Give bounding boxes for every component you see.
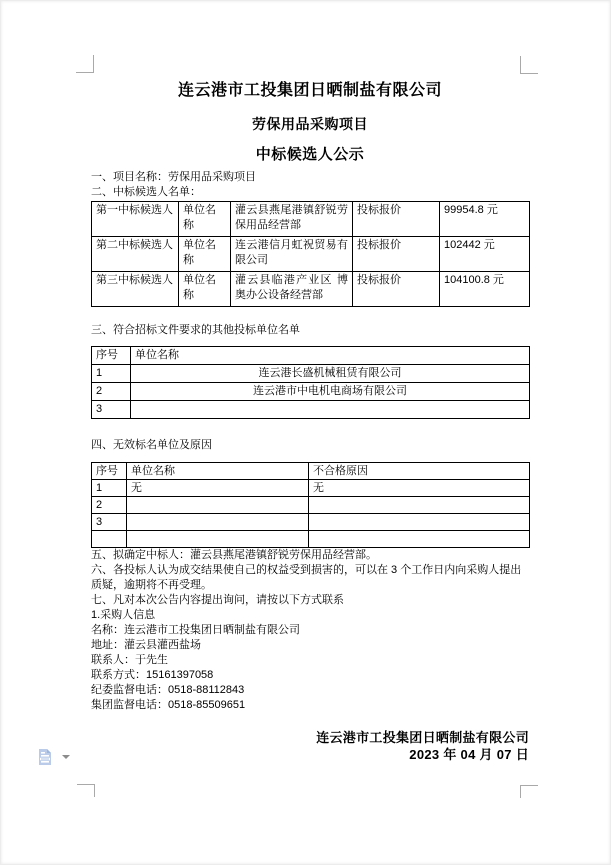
unit-name-cell	[131, 401, 530, 419]
section-inquiry: 七、凡对本次公告内容提出询问，请按以下方式联系	[91, 594, 344, 606]
unit-name-cell	[127, 497, 309, 514]
price-label-cell: 投标报价	[353, 272, 440, 307]
unit-label-cell: 单位名称	[179, 237, 231, 272]
section-invalid-bids: 四、无效标名单位及原因	[91, 439, 212, 451]
invalid-bids-table	[91, 462, 530, 548]
document-subtitle: 劳保用品采购项目	[252, 116, 368, 132]
unit-name-cell: 无	[127, 480, 309, 497]
candidate-rank-cell: 第一中标候选人	[92, 202, 179, 237]
closing-paragraphs	[91, 548, 529, 713]
table-row	[92, 383, 530, 401]
section-candidates-list: 二、中标候选人名单：	[91, 186, 201, 198]
purchaser-address: 地址：灌云县灌西盐场	[91, 639, 201, 651]
unit-label-cell: 单位名称	[179, 272, 231, 307]
price-value-cell: 102442 元	[440, 237, 530, 272]
table-row	[92, 480, 530, 497]
unit-header-cell: 单位名称	[127, 463, 309, 480]
seq-cell: 3	[92, 514, 127, 531]
table-header-row	[92, 463, 530, 480]
section-winner: 五、拟确定中标人：灌云县燕尾港镇舒锐劳保用品经营部。	[91, 549, 377, 561]
table-row	[92, 401, 530, 419]
candidate-rank-cell: 第三中标候选人	[92, 272, 179, 307]
text-boundary-mark-top-right	[520, 56, 538, 74]
reason-cell	[309, 531, 530, 548]
unit-name-cell	[127, 531, 309, 548]
text-boundary-mark-top-left	[76, 55, 94, 73]
table-header-row	[92, 347, 530, 365]
seq-header-cell: 序号	[92, 463, 127, 480]
price-label-cell: 投标报价	[353, 237, 440, 272]
unit-name-cell: 连云港长盛机械租赁有限公司	[131, 365, 530, 383]
unit-label-cell: 单位名称	[179, 202, 231, 237]
reason-header-cell: 不合格原因	[309, 463, 530, 480]
table-row	[92, 365, 530, 383]
paste-options-icon	[38, 747, 56, 767]
reason-cell: 无	[309, 480, 530, 497]
section-other-bidders: 三、符合招标文件要求的其他投标单位名单	[91, 324, 300, 336]
purchaser-contact-phone: 联系方式：15161397058	[91, 669, 214, 681]
unit-name-cell: 连云港信月虹祝贸易有限公司	[231, 237, 353, 272]
purchaser-info-heading: 1.采购人信息	[91, 609, 156, 621]
section-objection: 六、各投标人认为成交结果使自己的权益受到损害的，可以在 3 个工作日内向采购人提出质疑，逾期将不再受理。	[91, 564, 522, 591]
other-bidders-table	[91, 346, 530, 419]
text-boundary-mark-bottom-left	[77, 784, 95, 797]
discipline-supervision-phone: 纪委监督电话：0518-88112843	[91, 684, 245, 696]
table-row	[92, 237, 530, 272]
unit-name-cell: 灌云县燕尾港镇舒锐劳保用品经营部	[231, 202, 353, 237]
seq-cell: 1	[92, 365, 131, 383]
document-title: 连云港市工投集团日晒制盐有限公司	[177, 82, 442, 99]
reason-cell	[309, 514, 530, 531]
reason-cell	[309, 497, 530, 514]
candidate-rank-cell: 第二中标候选人	[92, 237, 179, 272]
signature-date: 2023 年 04 月 07 日	[409, 747, 529, 762]
price-label-cell: 投标报价	[353, 202, 440, 237]
signature-company: 连云港市工投集团日晒制盐有限公司	[316, 730, 529, 745]
document-heading: 中标候选人公示	[255, 146, 365, 163]
table-row	[92, 531, 530, 548]
unit-header-cell: 单位名称	[131, 347, 530, 365]
price-value-cell: 99954.8 元	[440, 202, 530, 237]
purchaser-contact-person: 联系人：于先生	[91, 654, 168, 666]
seq-cell: 2	[92, 497, 127, 514]
price-value-cell: 104100.8 元	[440, 272, 530, 307]
seq-cell: 1	[92, 480, 127, 497]
unit-name-cell	[127, 514, 309, 531]
signature-block	[91, 729, 529, 763]
unit-name-cell: 连云港市中电机电商场有限公司	[131, 383, 530, 401]
group-supervision-phone: 集团监督电话：0518-85509651	[91, 699, 246, 711]
table-row	[92, 497, 530, 514]
seq-header-cell: 序号	[92, 347, 131, 365]
purchaser-name: 名称：连云港市工投集团日晒制盐有限公司	[91, 624, 300, 636]
document-content	[91, 73, 529, 763]
seq-cell	[92, 531, 127, 548]
seq-cell: 2	[92, 383, 131, 401]
paste-options-button[interactable]	[38, 747, 72, 769]
seq-cell: 3	[92, 401, 131, 419]
candidates-table	[91, 201, 530, 307]
table-row	[92, 202, 530, 237]
section-project-name: 一、项目名称：劳保用品采购项目	[91, 171, 256, 183]
text-boundary-mark-bottom-right	[520, 785, 538, 798]
unit-name-cell: 灌云县临港产业区 博奥办公设备经营部	[231, 272, 353, 307]
table-row	[92, 514, 530, 531]
table-row	[92, 272, 530, 307]
chevron-down-icon	[62, 755, 70, 759]
